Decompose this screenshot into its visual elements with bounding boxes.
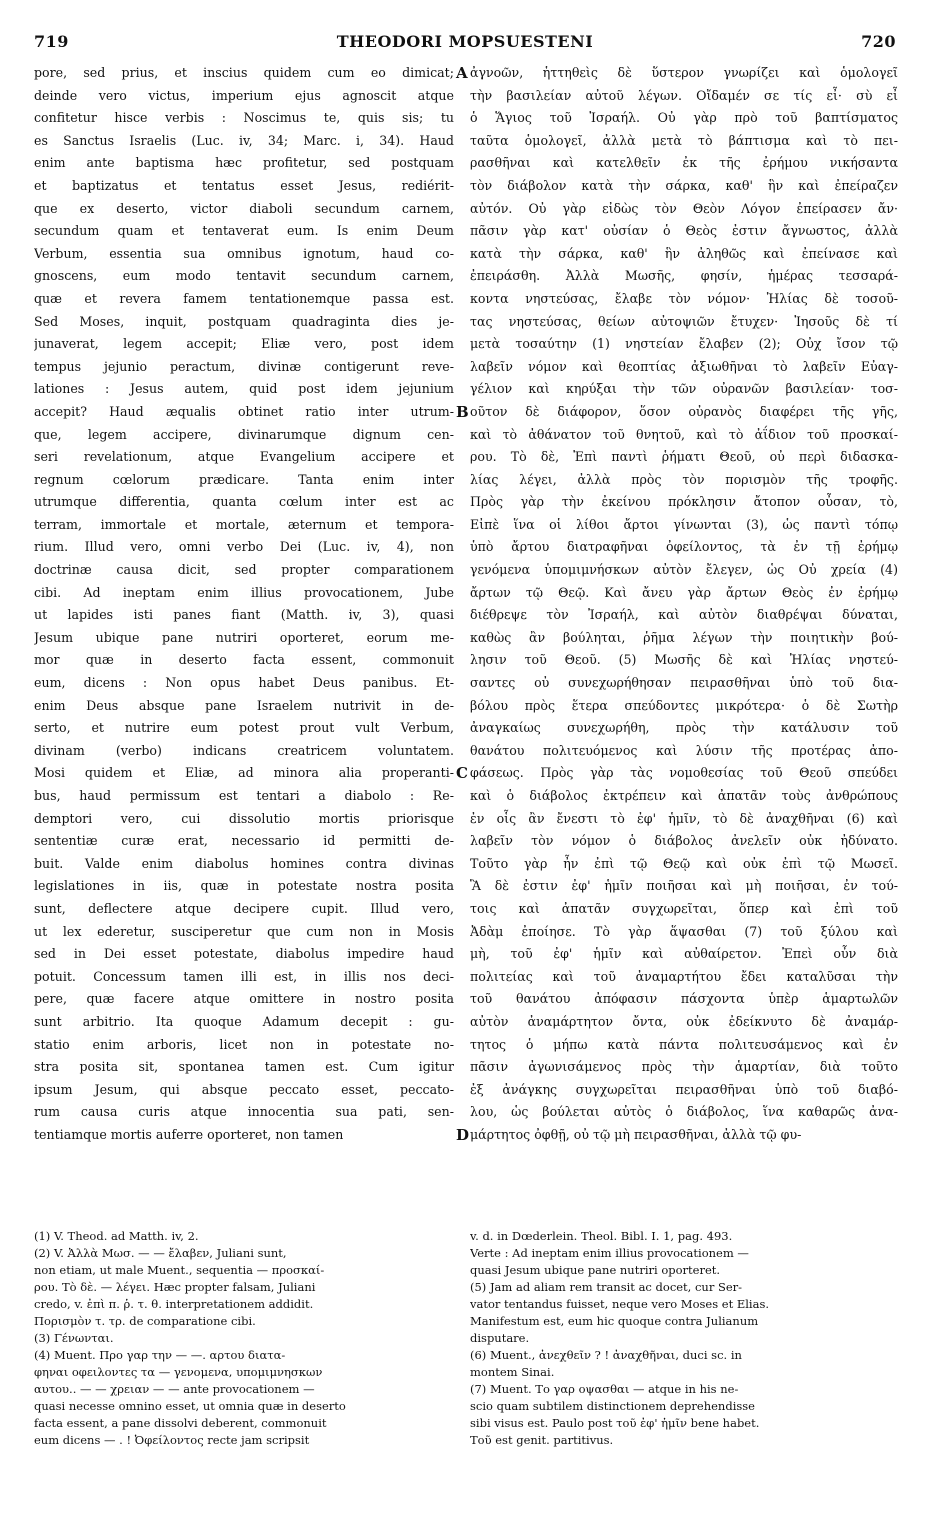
latin-text-line: eum, dicens : Non opus habet Deus panibus. Et- (34, 675, 454, 691)
greek-text-line: κοντα νηστεύσας, ἔλαβε τὸν νόμον· Ἠλίας δὲ τοσοῦ- (470, 290, 898, 306)
latin-text-line: statio enim arboris, licet non in potestate no- (34, 1036, 454, 1052)
greek-text-line: λου, ὡς βούλεται αὐτὸς ὁ διάβολος, ἵνα καθαρῶς ἀνα- (470, 1104, 898, 1120)
greek-text-line: λαβεῖν τὸν νόμον ὁ διάβολος ἀνελεῖν οὐκ ἠδύνατο. (470, 833, 898, 849)
latin-text-line: seri revelationum, atque Evangelium accipere et (34, 449, 454, 465)
footnote-line: montem Sinai. (470, 1365, 555, 1379)
latin-text-line: rum causa curis atque innocentia sua pati, sen- (34, 1104, 454, 1120)
greek-text-line: Ἃ δὲ ἐστιν ἐφ' ἡμῖν ποιῆσαι καὶ μὴ ποιῆσαι, ἐν τού- (470, 878, 898, 894)
greek-text-line: ἀγνοῶν, ἡττηθεὶς δὲ ὕστερον γνωρίζει καὶ ὁμολογεῖ (470, 65, 898, 80)
footnote-line: Manifestum est, eum hic quoque contra Julianum (470, 1314, 759, 1328)
greek-text-line: ρασθῆναι καὶ κατελθεῖν ἐκ τῆς ἐρήμου νικήσαντα (470, 155, 898, 171)
latin-text-line: ut lex ederetur, susciperetur que cum non in Mosis (34, 923, 454, 939)
footnotes-left (34, 1228, 454, 1449)
section-marker-a: A (456, 64, 468, 82)
footnote-line: (2) V. Ἀλλὰ Μωσ. — — ἔλαβεν, Juliani sunt, (34, 1246, 287, 1260)
greek-text-line: πᾶσιν γὰρ κατ' οὐσίαν ὁ Θεὸς ἐστιν ἄγνωστος, ἀλλὰ (470, 223, 898, 239)
greek-text-line: καὶ τὸ ἀθάνατον τοῦ θνητοῦ, καὶ τὸ ἀΐδιον τοῦ προσκαί- (470, 426, 898, 442)
greek-text-line: βόλου πρὸς ἕτερα σπεύδοντες μικρότερα· ὁ δὲ Σωτὴρ (470, 697, 898, 713)
greek-text-line: οῦτον δὲ διάφορον, ὅσον οὐρανὸς διαφέρει τῆς γῆς, (470, 403, 898, 419)
footnote-line: quasi Jesum ubique pane nutriri oporteret. (470, 1263, 721, 1277)
greek-text-line: διέθρεψε τὸν Ἰσραήλ, καὶ αὐτὸν διαθρέψαι δύναται, (470, 607, 898, 623)
footnote-line: (7) Muent. Το γαρ οψασθαι — atque in his ne- (470, 1382, 739, 1396)
latin-text-line: utrumque differentia, quanta cœlum inter est ac (34, 494, 454, 510)
latin-text-line: secundum quam et tentaverat eum. Is enim Deum (34, 223, 454, 239)
latin-text-line: accepit? Haud æqualis obtinet ratio inter utrum- (34, 403, 454, 419)
greek-text-line: τοις καὶ ἀπατᾶν συγχωρεῖται, ὅπερ καὶ ἐπὶ τοῦ (470, 900, 898, 916)
footnote-line: φηναι οφειλοντες τα — γενομενα, υπομιμνησκων (34, 1365, 323, 1379)
greek-text-line: αὐτόν. Οὐ γὰρ εἰδὼς τὸν Θεὸν Λόγον ἐπείρασεν ἄν· (470, 200, 898, 216)
page-number-left: 719 (34, 32, 69, 51)
greek-text-line: Τοῦτο γὰρ ἦν ἐπὶ τῷ Θεῷ καὶ οὐκ ἐπὶ τῷ Μωσεῖ. (470, 855, 898, 871)
latin-text-line: rium. Illud vero, omni verbo Dei (Luc. iv, 4), non (34, 539, 454, 555)
section-marker-c: C (456, 764, 468, 782)
latin-text-line: stra posita sit, spontanea tamen est. Cum igitur (34, 1059, 454, 1075)
greek-text-line: λησιν τοῦ Θεοῦ. (5) Μωσῆς δὲ καὶ Ἠλίας νηστεύ- (470, 652, 898, 668)
footnote-line: vator tentandus fuisset, neque vero Moses et Elias. (470, 1297, 770, 1311)
running-header (34, 32, 896, 54)
latin-text-line: bus, haud permissum est tentari a diabolo : Re- (34, 788, 454, 803)
greek-text-line: γέλιον καὶ κηρύξαι τὴν τῶν οὐρανῶν βασιλείαν· τοσ- (470, 381, 898, 397)
latin-text-line: que, legem accipere, divinarumque dignum cen- (34, 426, 454, 442)
latin-text-line: que ex deserto, victor diaboli secundum carnem, (34, 200, 454, 216)
latin-text-line: sunt, deflectere atque decipere cupit. Illud vero, (34, 900, 454, 916)
section-marker-d: D (456, 1126, 470, 1144)
latin-text-line: tempus jejunio peractum, divinæ contigerunt reve- (34, 358, 454, 374)
latin-text-line: Jesum ubique pane nutriri oporteret, eorum me- (34, 629, 454, 645)
greek-text-line: καθὼς ἂν βούληται, ῥῆμα λέγων τὴν ποιητικὴν βού- (470, 629, 898, 645)
latin-text-line: Verbum, essentia sua omnibus ignotum, haud co- (34, 245, 454, 261)
greek-text-line: ὑπὸ ἄρτου διατραφῆναι ὀφείλοντος, τὰ ἐν τῇ ἐρήμῳ (470, 539, 898, 555)
greek-text-line: Ἀδὰμ ἐποίησε. Τὸ γὰρ ἅψασθαι (7) τοῦ ξύλου καὶ (470, 923, 898, 939)
footnote-line: αυτου.. — — χρειαν — — ante provocationem — (34, 1382, 315, 1396)
page-title: THEODORI MOPSUESTENI (336, 32, 594, 51)
latin-text-line: quæ et revera famem tentationemque passa est. (34, 290, 454, 306)
footnote-line: credo, v. ἐπὶ π. ῥ. τ. θ. interpretationem addidit. (34, 1297, 314, 1311)
footnote-line: Πορισμὸν τ. τρ. de comparatione cibi. (34, 1314, 256, 1328)
latin-text-line: mor quæ in deserto facta essent, commonuit (34, 652, 454, 668)
latin-text-line: Sed Moses, inquit, postquam quadraginta dies je- (34, 313, 454, 329)
latin-text-line: junaverat, legem accepit; Eliæ vero, post idem (34, 336, 454, 352)
latin-text-line: es Sanctus Israelis (Luc. iv, 34; Marc. i, 34). Haud (34, 132, 454, 148)
greek-text-line: ἐπειράσθη. Ἀλλὰ Μωσῆς, φησίν, ἡμέρας τεσσαρά- (470, 268, 898, 284)
footnote-line: ρου. Τὸ δὲ. — λέγει. Hæc propter falsam, Juliani (34, 1280, 316, 1294)
greek-text-line: αὐτὸν ἀναμάρτητον ὄντα, οὐκ ἐδείκνυτο δὲ ἀναμάρ- (470, 1013, 898, 1029)
latin-text-line: sententiæ curæ erat, necessario id permitti de- (34, 833, 454, 849)
footnote-line: Verte : Ad ineptam enim illius provocationem — (470, 1246, 749, 1260)
latin-text-line: enim ante baptisma hæc profitetur, sed postquam (34, 155, 454, 171)
latin-text-line: deinde vero victus, imperium ejus agnoscit atque (34, 87, 454, 103)
greek-text-line: φάσεως. Πρὸς γὰρ τὰς νομοθεσίας τοῦ Θεοῦ σπεύδει (470, 765, 898, 781)
footnote-line: eum dicens — . ! Ὀφείλοντος recte jam scripsit (34, 1433, 310, 1447)
footnote-line: (1) V. Theod. ad Matth. iv, 2. (34, 1229, 199, 1243)
greek-text-line: γενόμενα ὑπομιμνήσκων αὐτὸν ἔλεγεν, ὡς Οὐ χρεία (4) (470, 562, 898, 578)
latin-text-line: et baptizatus et tentatus esset Jesus, rediérit- (34, 177, 454, 193)
greek-text-line: ἀναγκαίως συνεχωρήθη, πρὸς τὴν κατάλυσιν τοῦ (470, 720, 898, 736)
footnote-line: scio quam subtilem distinctionem deprehendisse (470, 1399, 755, 1413)
latin-text-line: gnoscens, eum modo tentavit secundum carnem, (34, 268, 454, 284)
latin-text-line: cibi. Ad ineptam enim illius provocationem, Jube (34, 584, 454, 600)
greek-text-line: τὴν βασιλείαν αὐτοῦ λέγων. Οἴδαμέν σε τίς εἶ· σὺ εἶ (470, 87, 898, 103)
latin-text-line: sunt arbitrio. Ita quoque Adamum decepit : gu- (34, 1013, 454, 1029)
greek-text-line: ἐξ ἀνάγκης συγχωρεῖται πειρασθῆναι ὑπὸ τοῦ διαβό- (470, 1081, 898, 1097)
footnote-line: Τοῦ est genit. partitivus. (470, 1433, 614, 1447)
greek-text-line: ἄρτων τῷ Θεῷ. Καὶ ἄνευ γὰρ ἄρτων Θεὸς ἐν ἐρήμῳ (470, 584, 898, 600)
latin-text-line: sed in Dei esset potestate, diabolus impedire haud (34, 946, 454, 962)
greek-text-line: ταῦτα ὁμολογεῖ, ἀλλὰ μετὰ τὸ βάπτισμα καὶ τὸ πει- (470, 132, 898, 148)
greek-text-line: τοῦ θανάτου ἀπόφασιν πάσχοντα ὑπὲρ ἁμαρτωλῶν (470, 991, 898, 1007)
latin-text-line: lationes : Jesus autem, quid post idem jejunium (34, 381, 454, 397)
greek-text-line: καὶ ὁ διάβολος ἐκτρέπειν καὶ ἀπατᾶν τοὺς ἀνθρώπους (470, 788, 898, 803)
latin-text-line: pere, quæ facere atque omittere in nostro posita (34, 991, 454, 1007)
latin-text-line: buit. Valde enim diabolus homines contra divinas (34, 855, 454, 871)
greek-text-line: μάρτητος ὀφθῇ, οὐ τῷ μὴ πειρασθῆναι, ἀλλὰ τῷ φυ- (470, 1126, 802, 1142)
footnote-line: (5) Jam ad aliam rem transit ac docet, cur Ser- (470, 1280, 743, 1294)
latin-text-line: doctrinæ causa dicit, sed propter comparationem (34, 562, 454, 578)
latin-text-line: tentiamque mortis auferre oporteret, non tamen (34, 1126, 344, 1142)
latin-text-line: demptori vero, cui dissolutio mortis priorisque (34, 810, 454, 826)
footnote-line: quasi necesse omnino esset, ut omnia quæ in deserto (34, 1399, 346, 1413)
footnote-line: (4) Muent. Προ γαρ την — —. αρτου διατα- (34, 1348, 286, 1362)
section-marker-b: B (456, 403, 469, 421)
latin-text-line: divinam (verbo) indicans creatricem voluntatem. (34, 742, 454, 758)
greek-text-line: τας νηστεύσας, θείων αὐτοψιῶν ἔτυχεν· Ἰησοῦς δὲ τί (470, 313, 898, 329)
latin-text-line: Mosi quidem et Eliæ, ad minora alia properanti- (34, 765, 454, 781)
latin-text-line: confitetur hisce verbis : Noscimus te, quis sis; tu (34, 110, 454, 126)
footnote-line: non etiam, ut male Muent., sequentia — προσκαί- (34, 1263, 325, 1277)
footnote-line: sibi visus est. Paulo post τοῦ ἐφ' ἡμῖν bene habet. (470, 1416, 760, 1430)
footnote-line: (3) Γένωνται. (34, 1331, 114, 1345)
latin-text-line: ipsum Jesum, qui absque peccato esset, peccato- (34, 1081, 454, 1097)
footnote-line: disputare. (470, 1331, 530, 1345)
latin-text-line: ut lapides isti panes fiant (Matth. iv, 3), quasi (34, 607, 454, 623)
greek-text-line: πολιτείας καὶ τοῦ ἀναμαρτήτου ἔδει καταλῦσαι τὴν (470, 968, 898, 984)
latin-text-line: serto, et nutrire eum potest prout vult Verbum, (34, 720, 454, 736)
footnote-line: v. d. in Dœderlein. Theol. Bibl. I. 1, pag. 493. (470, 1229, 733, 1243)
greek-text-line: ρου. Τὸ δὲ, Ἐπὶ παντὶ ῥήματι Θεοῦ, οὐ περὶ διδασκα- (470, 449, 898, 465)
greek-text-line: θανάτου πολιτευόμενος καὶ λύσιν τῆς προτέρας ἀπο- (470, 742, 898, 758)
greek-text-line: λίας λέγει, ἀλλὰ πρὸς τὸν πορισμὸν τῆς τροφῆς. (470, 471, 898, 487)
latin-text-line: regnum cœlorum prædicare. Tanta enim inter (34, 471, 454, 487)
footnote-line: facta essent, a pane dissolvi deberent, commonuit (34, 1416, 327, 1430)
greek-text-line: σαντες οὐ συνεχωρήθησαν πειρασθῆναι ὑπὸ τοῦ δια- (470, 675, 898, 691)
greek-text-line: λαβεῖν νόμον καὶ θεοπτίας ἀξιωθῆναι τὸ λαβεῖν Εὐαγ- (470, 358, 898, 374)
greek-text-line: μετὰ τοσαύτην (1) νηστείαν ἔλαβεν (2); Οὐχ ἴσον τῷ (470, 336, 898, 352)
greek-text-line: τητος ὁ μήπω κατὰ πάντα πολιτευσάμενος καὶ ἐν (470, 1036, 898, 1052)
greek-text-line: τὸν διάβολον κατὰ τὴν σάρκα, καθ' ἣν καὶ ἐπείραζεν (470, 177, 898, 193)
footnote-line: (6) Muent., ἀνεχθεῖν ? ! ἀναχθῆναι, duci sc. in (470, 1348, 742, 1362)
latin-text-line: enim Deus absque pane Israelem nutrivit in de- (34, 697, 454, 713)
greek-text-line: ἐν οἷς ἂν ἔνεστι τὸ ἐφ' ἡμῖν, τὸ δὲ ἀναχθῆναι (6) καὶ (470, 810, 898, 826)
page-number-right: 720 (861, 32, 896, 51)
latin-text-line: potuit. Concessum tamen illi est, in illis nos deci- (34, 968, 454, 984)
latin-text-line: pore, sed prius, et inscius quidem cum eo dimicat; (34, 65, 454, 80)
greek-text-line: Εἰπὲ ἵνα οἱ λίθοι ἄρτοι γίνωνται (3), ὡς παντὶ τόπῳ (470, 516, 898, 532)
footnotes-right (470, 1228, 898, 1449)
latin-text-line: legislationes in iis, quæ in potestate nostra posita (34, 878, 454, 894)
latin-text-line: terram, immortale et mortale, æternum et tempora- (34, 516, 454, 532)
greek-text-line: κατὰ τὴν σάρκα, καθ' ἣν ἀληθῶς καὶ ἐπείνασε καὶ (470, 245, 898, 261)
greek-text-line: ὁ Ἅγιος τοῦ Ἰσραήλ. Οὐ γὰρ πρὸ τοῦ βαπτίσματος (470, 110, 898, 126)
greek-text-line: μὴ, τοῦ ἐφ' ἡμῖν καὶ αὐθαίρετον. Ἐπεὶ οὖν διὰ (470, 946, 898, 962)
greek-text-line: Πρὸς γὰρ τὴν ἐκείνου πρόκλησιν ἄτοπον οὖσαν, τὸ, (470, 494, 898, 510)
greek-text-line: πᾶσιν ἀγωνισάμενος πρὸς τὴν ἁμαρτίαν, διὰ τοῦτο (470, 1059, 898, 1075)
